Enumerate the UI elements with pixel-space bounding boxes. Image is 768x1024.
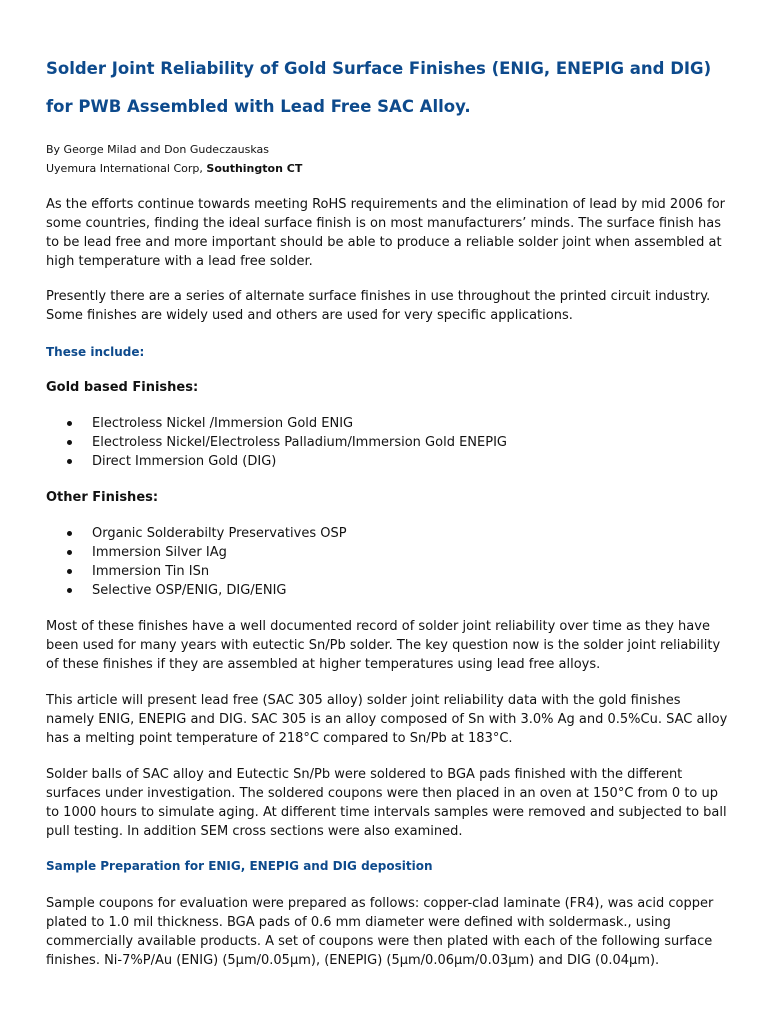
paragraph-reliability-record: Most of these finishes have a well documented record of solder joint reliability over time as they have been used for many years with eutectic Sn/Pb solder. The key question now is the solder joint reliability of these finishes if they are assembled at higher temperatures using lead free alloys.	[46, 619, 721, 672]
list-item-text: Electroless Nickel /Immersion Gold ENIG	[92, 416, 354, 431]
heading-gold-based-finishes: Gold based Finishes:	[46, 380, 199, 395]
list-item-text: Direct Immersion Gold (DIG)	[92, 454, 277, 469]
bullet-icon	[67, 531, 72, 536]
bullet-icon	[67, 440, 72, 445]
list-item	[46, 452, 730, 471]
list-item	[46, 524, 730, 543]
list-item	[46, 562, 730, 581]
bullet-icon	[67, 421, 72, 426]
bullet-icon	[67, 569, 72, 574]
bullet-icon	[67, 588, 72, 593]
paragraph-finishes-overview: Presently there are a series of alternate surface finishes in use throughout the printed circuit industry. Some finishes are widely used and others are used for very specific applications.	[46, 289, 711, 323]
list-item	[46, 414, 730, 433]
heading-sample-preparation: Sample Preparation for ENIG, ENEPIG and DIG deposition	[46, 859, 433, 873]
list-item-text: Immersion Silver IAg	[92, 545, 227, 560]
bullet-icon	[67, 459, 72, 464]
affiliation-location: Southington CT	[206, 162, 303, 175]
paragraph-intro: As the efforts continue towards meeting RoHS requirements and the elimination of lead by mid 2006 for some countries, finding the ideal surface finish is on most manufacturers’ minds. The surface finish has to be lead free and more important should be able to produce a reliable solder joint when assembled at high temperature with a lead free solder.	[46, 197, 726, 269]
bullet-icon	[67, 550, 72, 555]
paragraph-sac-alloy: This article will present lead free (SAC 305 alloy) solder joint reliability data with the gold finishes namely ENIG, ENEPIG and DIG. SAC 305 is an alloy composed of Sn with 3.0% Ag and 0.5%Cu. SAC alloy has a melting point temperature of 218°C compared to Sn/Pb at 183°C.	[46, 693, 728, 746]
list-item	[46, 581, 730, 600]
paragraph-sample-coupons: Sample coupons for evaluation were prepared as follows: copper-clad laminate (FR4), was acid copper plated to 1.0 mil thickness. BGA pads of 0.6 mm diameter were defined with soldermask., using commercially available products. A set of coupons were then plated with each of the following surface finishes. Ni-7%P/Au (ENIG) (5µm/0.05µm), (ENEPIG) (5µm/0.06µm/0.03µm) and DIG (0.04µm).	[46, 896, 714, 968]
document-title: Solder Joint Reliability of Gold Surface Finishes (ENIG, ENEPIG and DIG) for PWB Assembled with Lead Free SAC Alloy.	[46, 59, 712, 116]
affiliation: Uyemura International Corp,	[46, 162, 207, 175]
heading-other-finishes: Other Finishes:	[46, 490, 159, 505]
heading-these-include: These include:	[46, 345, 145, 359]
paragraph-test-method: Solder balls of SAC alloy and Eutectic Sn/Pb were soldered to BGA pads finished with the different surfaces under investigation. The soldered coupons were then placed in an oven at 150°C from 0 to up to 1000 hours to simulate aging. At different time intervals samples were removed and subjected to ball pull testing. In addition SEM cross sections were also examined.	[46, 767, 727, 839]
gold-finishes-list	[46, 414, 730, 471]
list-item-text: Electroless Nickel/Electroless Palladium/Immersion Gold ENEPIG	[92, 435, 507, 450]
list-item-text: Selective OSP/ENIG, DIG/ENIG	[92, 583, 287, 598]
byline	[46, 140, 302, 178]
other-finishes-list	[46, 524, 730, 600]
authors: By George Milad and Don Gudeczauskas	[46, 143, 269, 156]
list-item-text: Immersion Tin ISn	[92, 564, 210, 579]
list-item	[46, 433, 730, 452]
list-item	[46, 543, 730, 562]
list-item-text: Organic Solderabilty Preservatives OSP	[92, 526, 347, 541]
